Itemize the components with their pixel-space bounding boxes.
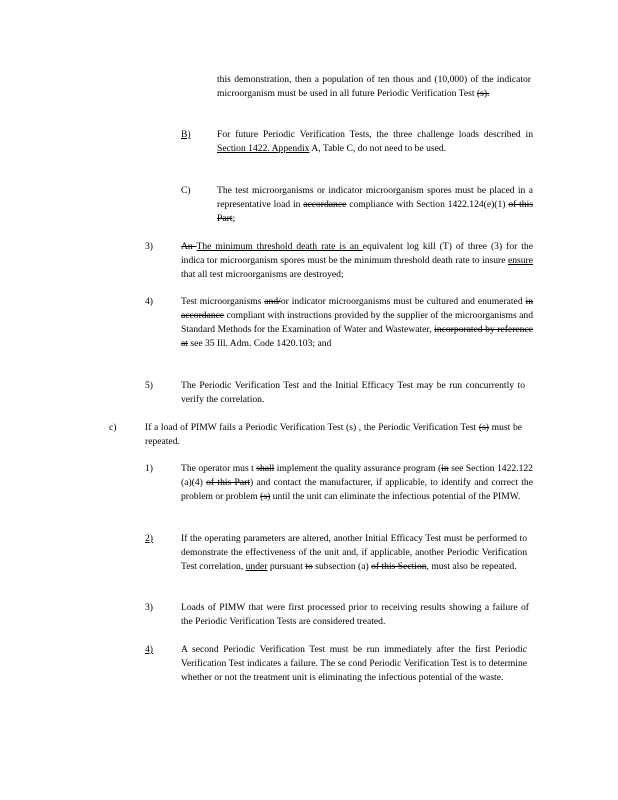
run-text: or indicator microorganisms must be cultured and enumerated — [280, 296, 526, 307]
deleted-text: and/ — [264, 296, 281, 307]
run-text: compliant with instructions provided by the supplier of the microorganisms and Standard Methods for the Examination of Water and Wastewater, — [181, 310, 533, 335]
item-label-3: 3) — [145, 241, 153, 252]
deleted-text: in accordance — [181, 296, 533, 321]
item-label-c4: 4) — [145, 644, 153, 655]
run-text: pursuant — [267, 561, 306, 572]
deleted-text: of this Section — [371, 561, 427, 572]
run-text: The test microorganisms or indicator microorganism spores must be placed in a representative load in — [217, 185, 533, 210]
deleted-text: shall — [256, 463, 275, 474]
item-4-text — [181, 295, 533, 351]
deleted-text: accordance — [303, 199, 347, 210]
deleted-text: (s) — [478, 422, 489, 433]
run-text: ; — [232, 213, 236, 224]
item-label-c2: 2) — [145, 533, 153, 544]
run-text: A, Table C, do not need to be used. — [309, 143, 447, 154]
item-label-c3: 3) — [145, 602, 153, 613]
run-text: , must also be repeated. — [426, 561, 517, 572]
deleted-text: incorporated by reference at — [181, 324, 533, 349]
item-3-text — [181, 240, 533, 282]
item-c2-text — [181, 532, 527, 574]
run-text: The operator mus t — [181, 463, 257, 474]
deleted-text: to — [305, 561, 313, 572]
run-text: Loads of PIMW that were first processed prior to receiving results showing a failure of the Periodic Verification Tests are considered treated. — [181, 602, 529, 627]
run-text: compliance with Section 1422.124(e)(1) — [346, 199, 509, 210]
inserted-text: under — [245, 561, 268, 572]
item-c1-text — [181, 462, 533, 504]
paragraph-continuation — [217, 73, 531, 101]
run-text: If a load of PIMW fails a Periodic Verification Test (s) , the Periodic Verification Test — [145, 422, 479, 433]
run-text: see 35 Ill. Adm. Code 1420.103; and — [187, 338, 332, 349]
run-text: If the operating parameters are altered, another Initial Efficacy Test must be performed to demonstrate the effectiveness of the unit and, if applicable, another Periodic Verification Test correlation, — [181, 533, 527, 572]
item-label-5: 5) — [145, 380, 153, 391]
item-label-b: B) — [181, 129, 191, 140]
deleted-text: An — [181, 241, 197, 252]
deleted-text: of this Part — [206, 477, 251, 488]
inserted-text: ensure — [507, 255, 533, 266]
item-label-4: 4) — [145, 296, 153, 307]
item-c3-text — [181, 601, 529, 629]
subsection-label-c: c) — [109, 422, 117, 433]
item-5-text — [181, 379, 525, 407]
item-b-text — [217, 128, 533, 156]
run-text: For future Periodic Verification Tests, the three challenge loads described in — [217, 129, 533, 140]
deleted-text: in — [441, 463, 449, 474]
run-text: until the unit can eliminate the infectious potential of the PIMW. — [270, 491, 521, 502]
run-text: see Section 1422.122 (a)(4) — [181, 463, 533, 488]
item-label-c1: 1) — [145, 463, 153, 474]
deleted-text: (s) — [260, 491, 271, 502]
run-text: must be repeated. — [145, 422, 522, 447]
run-text: that all test microorganisms are destroyed; — [181, 269, 344, 280]
subsection-c-text — [145, 421, 522, 449]
run-text: implement the quality assurance program ( — [274, 463, 442, 474]
item-label-c: C) — [181, 185, 191, 196]
deleted-text: (s). — [476, 88, 490, 99]
run-text: equivalent log kill (T) of three (3) for the indica tor microorganism spores must be the minimum threshold death rate to insure — [181, 241, 533, 266]
run-text: subsection (a) — [312, 561, 372, 572]
run-text: this demonstration, then a population of ten thous and (10,000) of the indicator microorganism must be used in all future Periodic Verification Test — [217, 74, 531, 99]
item-c-text — [217, 184, 533, 226]
inserted-text: The minimum threshold death rate is an — [196, 241, 363, 252]
run-text: The Periodic Verification Test and the Initial Efficacy Test may be run concurrently to verify the correlation. — [181, 380, 525, 405]
deleted-text: of this Part — [217, 199, 533, 224]
run-text: Test microorganisms — [181, 296, 265, 307]
inserted-text: Section 1422. Appendix — [217, 143, 310, 154]
item-c4-text — [181, 643, 527, 685]
run-text: A second Periodic Verification Test must be run immediately after the first Periodic Verification Test indicates a failure. The se cond Periodic Verification Test is to determine whether or not the treatment unit is eliminating the infectious potential of the waste. — [181, 644, 527, 683]
run-text: ) and contact the manufacturer, if applicable, to identify and correct the problem or problem — [181, 477, 533, 502]
